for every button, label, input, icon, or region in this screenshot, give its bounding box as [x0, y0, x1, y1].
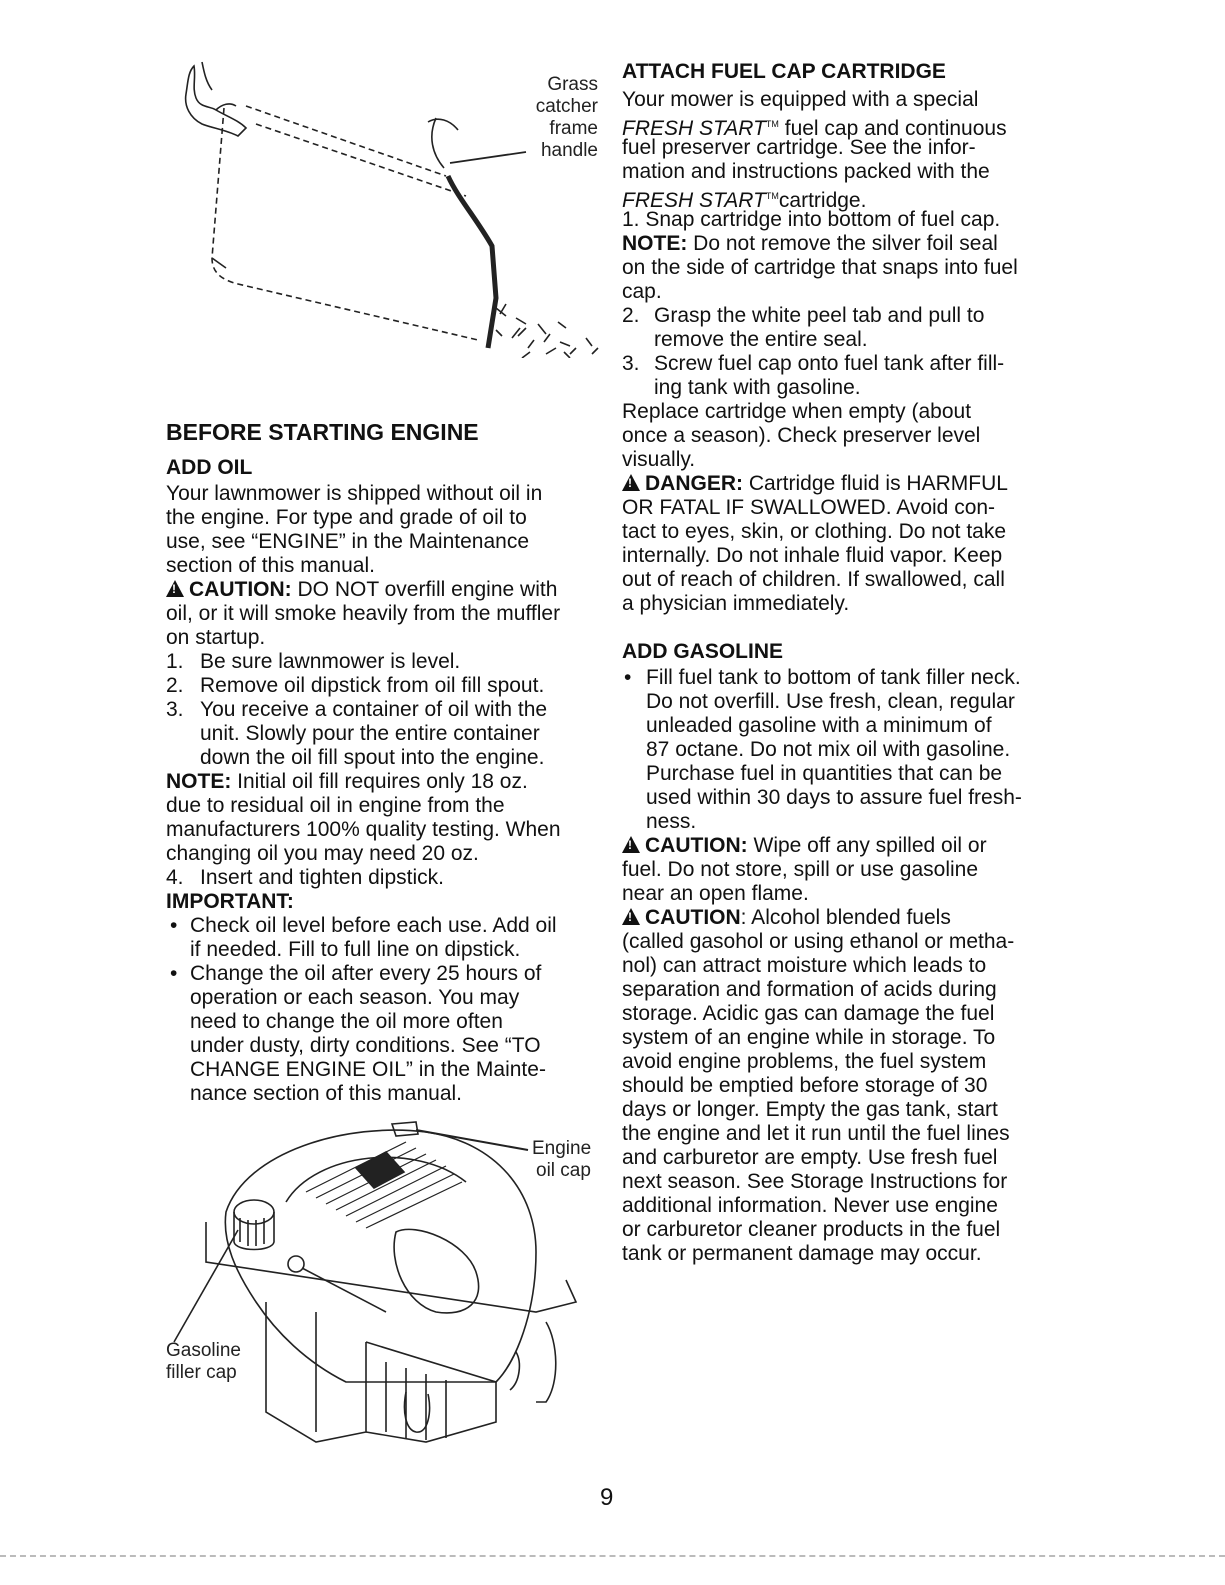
- text-line: section of this manual.: [166, 554, 375, 577]
- caution-label: CAUTION:: [189, 578, 292, 601]
- danger-text: Cartridge fluid is HARMFUL: [748, 472, 1008, 495]
- text-line: the engine and let it run until the fuel lines: [622, 1122, 1010, 1145]
- bullet-text: unleaded gasoline with a minimum of: [646, 714, 992, 737]
- bullet-text: Do not overfill. Use fresh, clean, regular: [646, 690, 1015, 713]
- step-text: 1. Snap cartridge into bottom of fuel cap.: [622, 208, 1001, 231]
- text-line: and carburetor are empty. Use fresh fuel: [622, 1146, 998, 1169]
- note-line: [622, 232, 998, 256]
- bullet-text: Purchase fuel in quantities that can be: [646, 762, 1003, 785]
- bullet-text: Change the oil after every 25 hours of: [190, 962, 542, 985]
- note-text: Do not remove the silver foil seal: [693, 232, 998, 255]
- label-line: Grass: [547, 74, 598, 95]
- bullet-text: CHANGE ENGINE OIL” in the Mainte-: [190, 1058, 546, 1081]
- step-text: down the oil fill spout into the engine.: [200, 746, 545, 769]
- bullet-dot: •: [170, 962, 178, 985]
- note-text: Initial oil fill requires only 18 oz.: [237, 770, 528, 793]
- text-line: additional information. Never use engine: [622, 1194, 998, 1217]
- text-line: separation and formation of acids during: [622, 978, 997, 1001]
- bullet-text: need to change the oil more often: [190, 1010, 503, 1033]
- text-span: cartridge.: [778, 189, 867, 212]
- text-line: internally. Do not inhale fluid vapor. Keep: [622, 544, 1003, 567]
- scan-edge-divider: [0, 1555, 1225, 1557]
- page-number: 9: [600, 1484, 614, 1511]
- label-line: frame: [549, 118, 598, 139]
- text-line: mation and instructions packed with the: [622, 160, 990, 183]
- label-line: handle: [540, 140, 598, 161]
- text-line: system of an engine while in storage. To: [622, 1026, 996, 1049]
- label-line: Gasoline: [166, 1340, 241, 1361]
- text-line: once a season). Check preserver level: [622, 424, 981, 447]
- bullet-text: if needed. Fill to full line on dipstick.: [190, 938, 521, 961]
- add-gasoline-heading: ADD GASOLINE: [622, 640, 784, 663]
- text-line: oil, or it will smoke heavily from the muffler: [166, 602, 561, 625]
- caution-text: Wipe off any spilled oil or: [753, 834, 987, 857]
- danger-label: DANGER:: [645, 472, 743, 495]
- step-number: 3.: [622, 352, 640, 375]
- bullet-dot: •: [170, 914, 178, 937]
- text-line: storage. Acidic gas can damage the fuel: [622, 1002, 995, 1025]
- text-line: due to residual oil in engine from the: [166, 794, 505, 817]
- text-line: Replace cartridge when empty (about: [622, 400, 972, 423]
- step-text: Remove oil dipstick from oil fill spout.: [200, 674, 545, 697]
- warning-triangle-icon: [622, 474, 640, 491]
- caution-line: [166, 578, 557, 602]
- step-text: unit. Slowly pour the entire container: [200, 722, 540, 745]
- bullet-text: 87 octane. Do not mix oil with gasoline.: [646, 738, 1011, 761]
- bullet-text: ness.: [646, 810, 697, 833]
- caution-line: [622, 906, 951, 930]
- caution-label: CAUTION: [645, 906, 741, 929]
- text-line: visually.: [622, 448, 696, 471]
- important-label: IMPORTANT:: [166, 890, 294, 913]
- step-number: 3.: [166, 698, 184, 721]
- step-number: 4.: [166, 866, 184, 889]
- text-span: fuel cap and continuous: [778, 117, 1007, 140]
- text-line: fuel. Do not store, spill or use gasoline: [622, 858, 979, 881]
- caution-text: : Alcohol blended fuels: [740, 906, 951, 929]
- text-line: fuel preserver cartridge. See the infor-: [622, 136, 976, 159]
- bullet-dot: •: [624, 666, 632, 689]
- text-line: (called gasohol or using ethanol or metha-: [622, 930, 1015, 953]
- step-text: ing tank with gasoline.: [654, 376, 861, 399]
- text-line: on the side of cartridge that snaps into fuel: [622, 256, 1018, 279]
- caution-text: DO NOT overfill engine with: [297, 578, 558, 601]
- engine-oil-cap-label: [532, 1138, 591, 1182]
- fresh-start-text: FRESH START: [622, 117, 766, 140]
- attach-fuel-cap-heading: ATTACH FUEL CAP CARTRIDGE: [622, 60, 946, 83]
- caution-label: CAUTION:: [645, 834, 748, 857]
- text-line: Your mower is equipped with a special: [622, 88, 979, 111]
- step-text: Grasp the white peel tab and pull to: [654, 304, 985, 327]
- danger-line: [622, 472, 1008, 496]
- bullet-text: Fill fuel tank to bottom of tank filler neck.: [646, 666, 1021, 689]
- step-text: Screw fuel cap onto fuel tank after fill-: [654, 352, 1005, 375]
- text-line: cap.: [622, 280, 662, 303]
- text-line: should be emptied before storage of 30: [622, 1074, 988, 1097]
- add-oil-heading: ADD OIL: [166, 456, 253, 479]
- step-text: Be sure lawnmower is level.: [200, 650, 461, 673]
- label-line: filler cap: [166, 1362, 237, 1383]
- text-line: tact to eyes, skin, or clothing. Do not take: [622, 520, 1007, 543]
- label-line: oil cap: [536, 1160, 591, 1181]
- caution-line: [622, 834, 987, 858]
- text-line: near an open flame.: [622, 882, 809, 905]
- warning-triangle-icon: [622, 908, 640, 925]
- note-label: NOTE:: [622, 232, 688, 255]
- label-line: catcher: [535, 96, 598, 117]
- step-number: 2.: [622, 304, 640, 327]
- trademark-mark: TM: [765, 191, 779, 201]
- text-line: next season. See Storage Instructions for: [622, 1170, 1008, 1193]
- bullet-text: used within 30 days to assure fuel fresh-: [646, 786, 1022, 809]
- step-text: remove the entire seal.: [654, 328, 868, 351]
- text-line: use, see “ENGINE” in the Maintenance: [166, 530, 530, 553]
- trademark-mark: TM: [765, 119, 779, 129]
- bullet-text: under dusty, dirty conditions. See “TO: [190, 1034, 541, 1057]
- text-line: a physician immediately.: [622, 592, 850, 615]
- label-line: Engine: [532, 1138, 592, 1159]
- step-number: 2.: [166, 674, 184, 697]
- fresh-start-text: FRESH START: [622, 189, 766, 212]
- bullet-text: operation or each season. You may: [190, 986, 520, 1009]
- text-line: on startup.: [166, 626, 266, 649]
- warning-triangle-icon: [622, 836, 640, 853]
- text-line: or carburetor cleaner products in the fuel: [622, 1218, 1001, 1241]
- step-text: Insert and tighten dipstick.: [200, 866, 444, 889]
- bullet-text: Check oil level before each use. Add oil: [190, 914, 557, 937]
- text-line: avoid engine problems, the fuel system: [622, 1050, 987, 1073]
- text-line: tank or permanent damage may occur.: [622, 1242, 982, 1265]
- text-line: nol) can attract moisture which leads to: [622, 954, 987, 977]
- text-line: days or longer. Empty the gas tank, start: [622, 1098, 998, 1121]
- bullet-text: nance section of this manual.: [190, 1082, 462, 1105]
- text-line: changing oil you may need 20 oz.: [166, 842, 479, 865]
- text-line: Your lawnmower is shipped without oil in: [166, 482, 543, 505]
- gasoline-filler-cap-label: [166, 1340, 241, 1384]
- warning-triangle-icon: [166, 580, 184, 597]
- grass-catcher-label: [520, 74, 598, 162]
- step-number: 1.: [166, 650, 184, 673]
- note-label: NOTE:: [166, 770, 232, 793]
- text-line: out of reach of children. If swallowed, call: [622, 568, 1005, 591]
- text-line: the engine. For type and grade of oil to: [166, 506, 527, 529]
- text-line: manufacturers 100% quality testing. When: [166, 818, 561, 841]
- note-line: [166, 770, 528, 794]
- text-line: OR FATAL IF SWALLOWED. Avoid con-: [622, 496, 996, 519]
- step-text: You receive a container of oil with the: [200, 698, 548, 721]
- section-title: BEFORE STARTING ENGINE: [166, 419, 479, 445]
